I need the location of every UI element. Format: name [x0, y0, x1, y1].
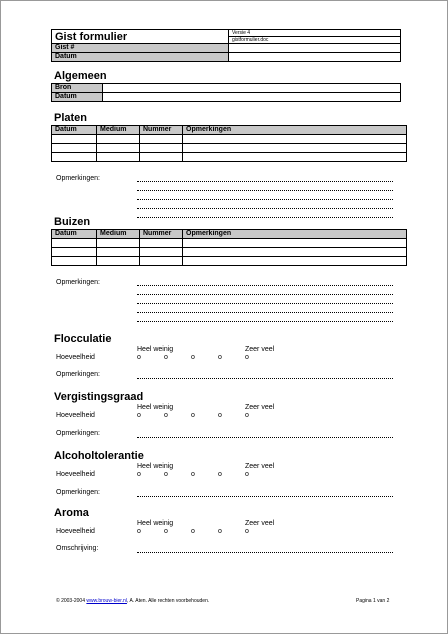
aroma-option-1[interactable]: o [137, 528, 141, 535]
flocculatie-low-label: Heel weinig [137, 346, 174, 353]
algemeen-date-label: Datum [52, 93, 103, 102]
alcoholtolerantie-option-3[interactable]: o [191, 471, 195, 478]
platen-table [51, 125, 407, 162]
header-table [51, 29, 401, 62]
page-number: Pagina 1 van 2 [356, 598, 390, 604]
aroma-option-2[interactable]: o [164, 528, 168, 535]
table-row [52, 135, 407, 144]
platen-remarks-lines[interactable] [137, 173, 393, 218]
bron-label: Bron [52, 84, 103, 93]
version-label: Versie 4 [229, 30, 401, 37]
buizen-remarks-lines[interactable] [137, 277, 393, 322]
flocculatie-remarks-line[interactable] [137, 378, 393, 379]
aroma-quantity-label: Hoeveelheid [56, 528, 95, 535]
platen-heading: Platen [54, 112, 88, 124]
alcoholtolerantie-option-5[interactable]: o [245, 471, 249, 478]
platen-col-nummer: Nummer [140, 126, 183, 135]
gist-number-label: Gist # [52, 44, 229, 53]
flocculatie-remarks-label: Opmerkingen: [56, 371, 100, 378]
flocculatie-option-2[interactable]: o [164, 354, 168, 361]
alcoholtolerantie-heading: Alcoholtolerantie [54, 450, 144, 462]
vergistingsgraad-option-2[interactable]: o [164, 412, 168, 419]
alcoholtolerantie-remarks-label: Opmerkingen: [56, 489, 100, 496]
table-row [52, 248, 407, 257]
footer-copyright: © 2003-2004 www.brouw-bier.nl, A. Aten. Alle rechten voorbehouden. [56, 598, 210, 604]
algemeen-heading: Algemeen [54, 70, 107, 82]
alcoholtolerantie-option-4[interactable]: o [218, 471, 222, 478]
aroma-description-label: Omschrijving: [56, 545, 99, 552]
alcoholtolerantie-high-label: Zeer veel [245, 463, 275, 470]
flocculatie-heading: Flocculatie [54, 333, 112, 345]
table-row [52, 153, 407, 162]
alcoholtolerantie-option-1[interactable]: o [137, 471, 141, 478]
buizen-col-medium: Medium [97, 230, 140, 239]
alcoholtolerantie-low-label: Heel weinig [137, 463, 174, 470]
buizen-table [51, 229, 407, 266]
alcoholtolerantie-quantity-label: Hoeveelheid [56, 471, 95, 478]
filename-label: gistformulier.doc [229, 37, 401, 44]
alcoholtolerantie-option-2[interactable]: o [164, 471, 168, 478]
vergistingsgraad-low-label: Heel weinig [137, 404, 174, 411]
vergistingsgraad-high-label: Zeer veel [245, 404, 275, 411]
buizen-col-datum: Datum [52, 230, 97, 239]
aroma-high-label: Zeer veel [245, 520, 275, 527]
aroma-option-4[interactable]: o [218, 528, 222, 535]
vergistingsgraad-option-5[interactable]: o [245, 412, 249, 419]
flocculatie-high-label: Zeer veel [245, 346, 275, 353]
flocculatie-option-1[interactable]: o [137, 354, 141, 361]
website-link[interactable]: www.brouw-bier.nl [86, 598, 127, 604]
aroma-heading: Aroma [54, 507, 89, 519]
bron-field[interactable] [103, 84, 401, 93]
header-date-label: Datum [52, 53, 229, 62]
vergistingsgraad-option-4[interactable]: o [218, 412, 222, 419]
flocculatie-option-5[interactable]: o [245, 354, 249, 361]
vergistingsgraad-quantity-label: Hoeveelheid [56, 412, 95, 419]
algemeen-date-field[interactable] [103, 93, 401, 102]
gist-number-field[interactable] [229, 44, 401, 53]
platen-remarks-label: Opmerkingen: [56, 175, 100, 182]
header-date-field[interactable] [229, 53, 401, 62]
vergistingsgraad-remarks-label: Opmerkingen: [56, 430, 100, 437]
table-row [52, 144, 407, 153]
aroma-option-3[interactable]: o [191, 528, 195, 535]
platen-col-opmerkingen: Opmerkingen [183, 126, 407, 135]
flocculatie-quantity-label: Hoeveelheid [56, 354, 95, 361]
vergistingsgraad-option-3[interactable]: o [191, 412, 195, 419]
vergistingsgraad-remarks-line[interactable] [137, 437, 393, 438]
buizen-remarks-label: Opmerkingen: [56, 279, 100, 286]
document-title: Gist formulier [52, 30, 229, 44]
algemeen-table [51, 83, 401, 102]
vergistingsgraad-option-1[interactable]: o [137, 412, 141, 419]
buizen-heading: Buizen [54, 216, 91, 228]
aroma-option-5[interactable]: o [245, 528, 249, 535]
buizen-col-opmerkingen: Opmerkingen [183, 230, 407, 239]
platen-col-datum: Datum [52, 126, 97, 135]
vergistingsgraad-heading: Vergistingsgraad [54, 391, 144, 403]
table-row [52, 257, 407, 266]
buizen-col-nummer: Nummer [140, 230, 183, 239]
flocculatie-option-4[interactable]: o [218, 354, 222, 361]
alcoholtolerantie-remarks-line[interactable] [137, 496, 393, 497]
aroma-description-line[interactable] [137, 552, 393, 553]
table-row [52, 239, 407, 248]
flocculatie-option-3[interactable]: o [191, 354, 195, 361]
aroma-low-label: Heel weinig [137, 520, 174, 527]
platen-col-medium: Medium [97, 126, 140, 135]
